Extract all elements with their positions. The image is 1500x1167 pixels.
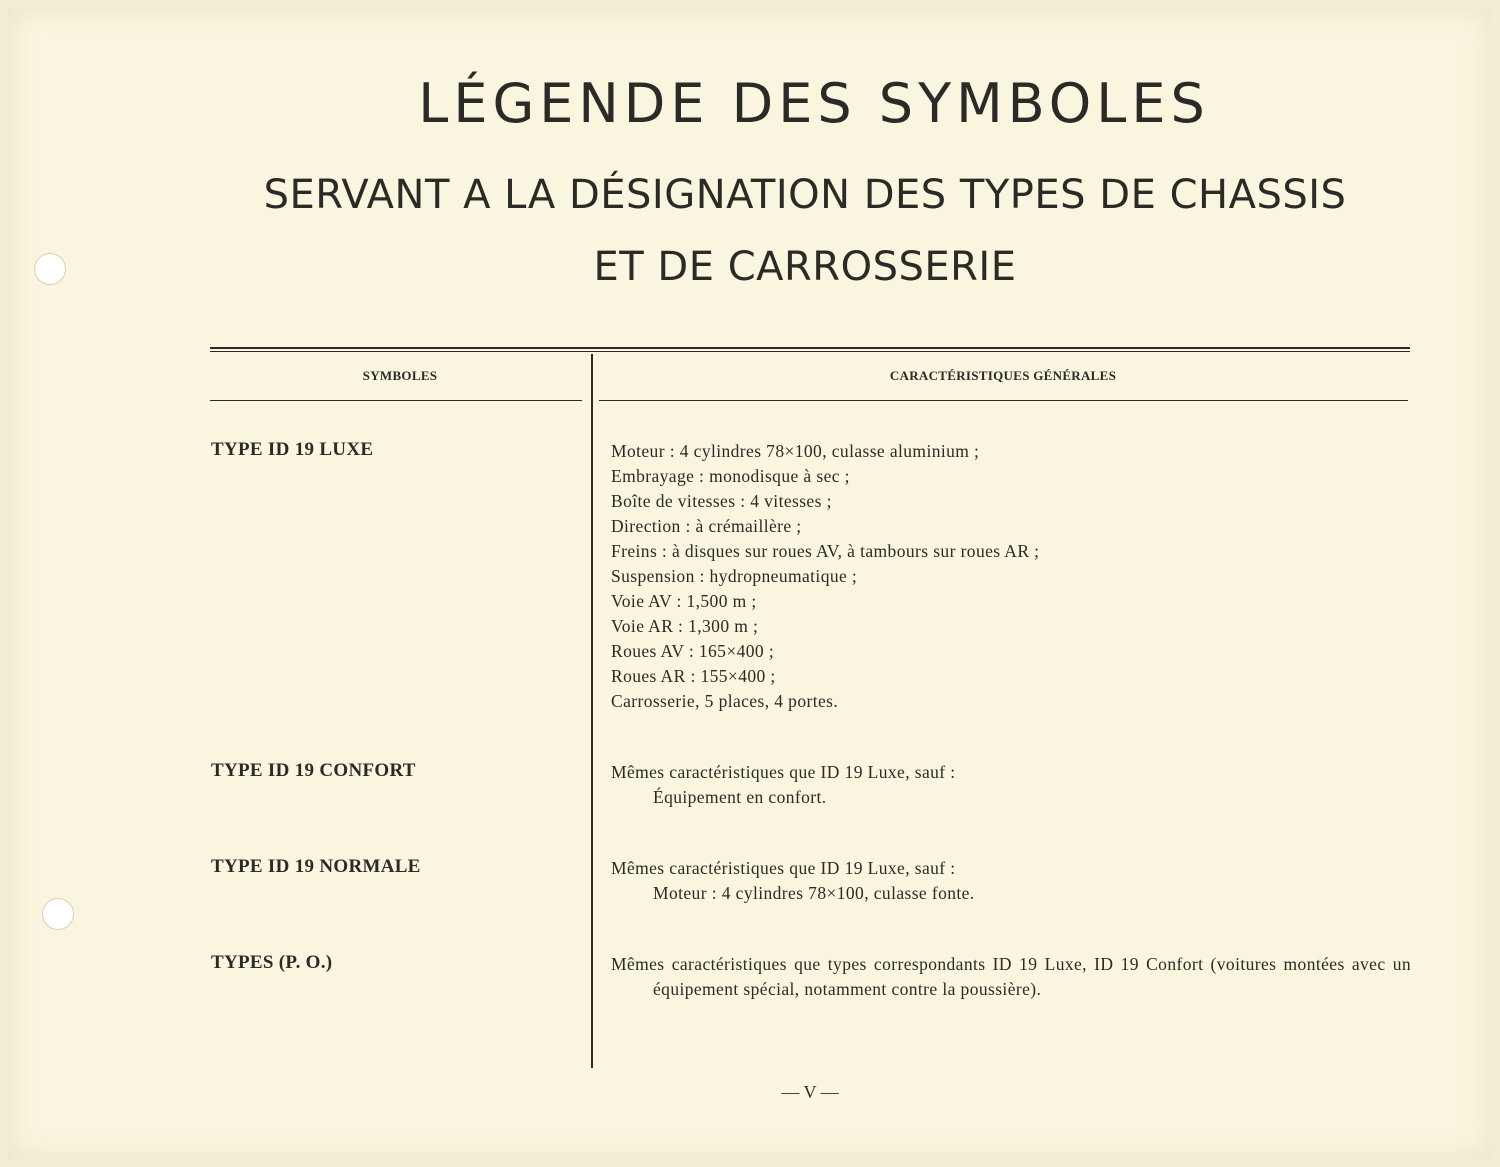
characteristic-line: Mêmes caractéristiques que ID 19 Luxe, sauf :: [611, 858, 956, 878]
table-top-rule-thin: [210, 351, 1410, 352]
characteristic-line: Carrosserie, 5 places, 4 portes.: [611, 691, 839, 711]
column-divider: [591, 354, 593, 1068]
characteristic-line: Boîte de vitesses : 4 vitesses ;: [611, 491, 832, 511]
characteristic-line: Suspension : hydropneumatique ;: [611, 566, 858, 586]
header-divider-left: [210, 400, 582, 401]
page-number: — V —: [781, 1082, 839, 1102]
characteristic-line: Roues AR : 155×400 ;: [611, 666, 776, 686]
characteristic-line: Moteur : 4 cylindres 78×100, culasse aluminium ;: [611, 441, 980, 461]
characteristic-line: Voie AV : 1,500 m ;: [611, 591, 757, 611]
characteristic-line: Équipement en confort.: [653, 787, 827, 807]
punch-hole: [42, 898, 74, 930]
page-title: LÉGENDE DES SYMBOLES: [418, 72, 1210, 135]
characteristic-line: Mêmes caractéristiques que types correspondants ID 19 Luxe, ID 19 Confort (voitures montées avec un équipement spécial, notamment contre la poussière).: [611, 954, 1411, 999]
column-header-characteristics: CARACTÉRISTIQUES GÉNÉRALES: [889, 368, 1117, 383]
table-top-rule: [210, 347, 1410, 349]
symbol-type-id19-confort: TYPE ID 19 CONFORT: [211, 760, 416, 781]
symbol-types-po: TYPES (P. O.): [211, 952, 333, 973]
characteristic-line: Direction : à crémaillère ;: [611, 516, 802, 536]
page-subtitle-line-2: ET DE CARROSSERIE: [593, 244, 1017, 290]
characteristic-line: Mêmes caractéristiques que ID 19 Luxe, sauf :: [611, 762, 956, 782]
column-header-symbols: SYMBOLES: [362, 368, 438, 383]
page-subtitle-line-1: SERVANT A LA DÉSIGNATION DES TYPES DE CHASSIS: [263, 172, 1347, 218]
characteristic-line: Voie AR : 1,300 m ;: [611, 616, 759, 636]
characteristics-id19-luxe: [611, 439, 1411, 714]
characteristic-line: Embrayage : monodisque à sec ;: [611, 466, 850, 486]
characteristics-id19-confort: [611, 760, 1411, 810]
symbol-type-id19-normale: TYPE ID 19 NORMALE: [211, 856, 421, 877]
characteristics-id19-normale: [611, 856, 1411, 906]
characteristic-line: Freins : à disques sur roues AV, à tambours sur roues AR ;: [611, 541, 1040, 561]
symbol-type-id19-luxe: TYPE ID 19 LUXE: [211, 439, 374, 460]
characteristic-line: Moteur : 4 cylindres 78×100, culasse fonte.: [653, 883, 975, 903]
characteristic-line: Roues AV : 165×400 ;: [611, 641, 775, 661]
characteristics-types-po: [611, 952, 1411, 1002]
header-divider-right: [599, 400, 1408, 401]
